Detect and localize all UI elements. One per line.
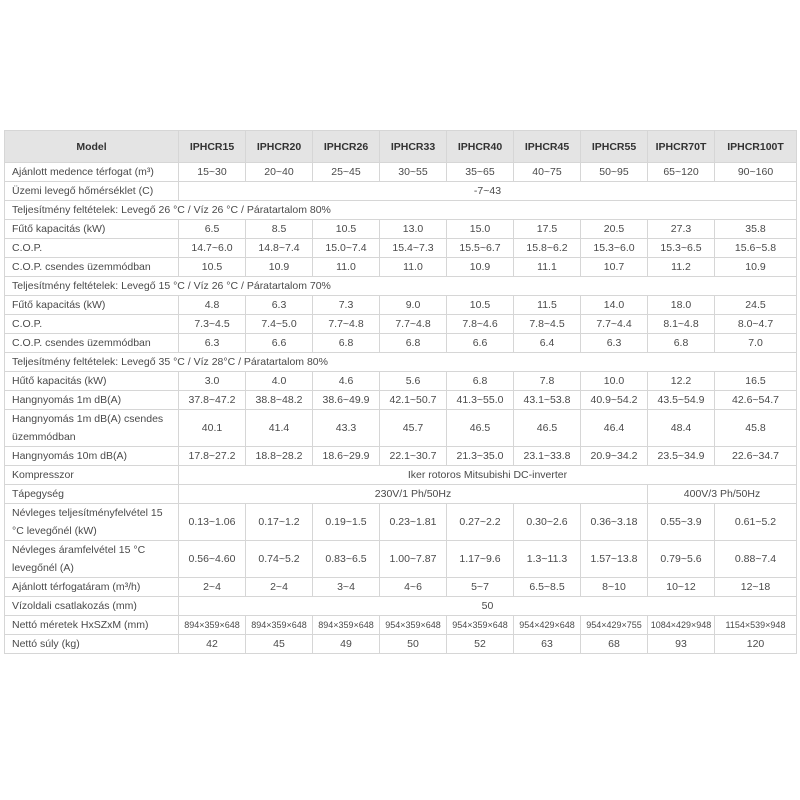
spec-value: 12.2 [648,372,715,391]
spec-value: 10.9 [246,258,313,277]
spec-value: 10.7 [581,258,648,277]
spec-value: 16.5 [715,372,797,391]
spec-value: 8.1~4.8 [648,315,715,334]
spec-value: 15~30 [179,163,246,182]
section-row [5,277,797,296]
spec-value: 9.0 [380,296,447,315]
model-column-header: IPHCR70T [648,131,715,163]
spec-value: 23.5~34.9 [648,447,715,466]
spec-value: 15.3~6.0 [581,239,648,258]
spec-value: 18.0 [648,296,715,315]
spec-value: 0.56~4.60 [179,541,246,578]
spec-value: 40.9~54.2 [581,391,648,410]
spec-value: 15.5~6.7 [447,239,514,258]
spec-value: 22.1~30.7 [380,447,447,466]
spec-value: 0.88~7.4 [715,541,797,578]
spec-value: 40~75 [514,163,581,182]
spec-value: 18.6~29.9 [313,447,380,466]
spec-value: 10.0 [581,372,648,391]
spec-value: 24.5 [715,296,797,315]
spec-value: 0.27~2.2 [447,504,514,541]
spec-value: 1.00~7.87 [380,541,447,578]
spec-value: 5.6 [380,372,447,391]
spec-value: 14.7~6.0 [179,239,246,258]
spec-value: 0.74~5.2 [246,541,313,578]
spec-value: 50~95 [581,163,648,182]
spec-value: 46.5 [447,410,514,447]
spec-value: 10.5 [179,258,246,277]
spec-value: 0.30~2.6 [514,504,581,541]
spec-value: 6.8 [380,334,447,353]
spec-value: 10~12 [648,578,715,597]
spec-value: 23.1~33.8 [514,447,581,466]
spec-value: 15.0 [447,220,514,239]
spec-row [5,597,797,616]
spec-value: 954×429×755 [581,616,648,635]
spec-value: 0.79~5.6 [648,541,715,578]
spec-value: 42.1~50.7 [380,391,447,410]
spec-value: 8.0~4.7 [715,315,797,334]
spec-value: 954×359×648 [380,616,447,635]
spec-value: 43.5~54.9 [648,391,715,410]
spec-row [5,296,797,315]
spec-label: Üzemi levegő hőmérséklet (C) [5,182,179,201]
spec-row [5,410,797,447]
spec-value: 15.0~7.4 [313,239,380,258]
spec-value: 6.6 [246,334,313,353]
spec-value: 15.4~7.3 [380,239,447,258]
model-column-header: IPHCR55 [581,131,648,163]
spec-value: 52 [447,635,514,654]
spec-value: 1084×429×948 [648,616,715,635]
spec-value: 1154×539×948 [715,616,797,635]
spec-value: 38.6~49.9 [313,391,380,410]
spec-value: 93 [648,635,715,654]
spec-value: 11.0 [380,258,447,277]
spec-value: 8~10 [581,578,648,597]
spec-row [5,578,797,597]
spec-value: 10.9 [447,258,514,277]
spec-value: 45 [246,635,313,654]
spec-value: 37.8~47.2 [179,391,246,410]
spec-label: C.O.P. [5,315,179,334]
spec-value: 13.0 [380,220,447,239]
spec-label: Hangnyomás 1m dB(A) csendes üzemmódban [5,410,179,447]
spec-label: Vízoldali csatlakozás (mm) [5,597,179,616]
spec-value: 7.3 [313,296,380,315]
model-column-header: IPHCR45 [514,131,581,163]
spec-value: 11.2 [648,258,715,277]
spec-row [5,182,797,201]
spec-value: 8.5 [246,220,313,239]
spec-row [5,239,797,258]
spec-label: Névleges áramfelvétel 15 °C levegőnél (A) [5,541,179,578]
spec-row [5,372,797,391]
spec-value: 41.4 [246,410,313,447]
model-column-header: IPHCR20 [246,131,313,163]
spec-row [5,220,797,239]
spec-value: 3.0 [179,372,246,391]
spec-value: 40.1 [179,410,246,447]
spec-value: 1.57~13.8 [581,541,648,578]
spec-label: Fűtő kapacitás (kW) [5,220,179,239]
spec-value: 1.3~11.3 [514,541,581,578]
spec-value: 68 [581,635,648,654]
spec-row [5,504,797,541]
spec-value: 22.6~34.7 [715,447,797,466]
spec-value: 20~40 [246,163,313,182]
spec-table-body [5,163,797,654]
spec-value: 3~4 [313,578,380,597]
spec-value: 6.3 [246,296,313,315]
spec-value: 4~6 [380,578,447,597]
spec-value: 10.5 [447,296,514,315]
spec-row [5,391,797,410]
spec-value-shared: Iker rotoros Mitsubishi DC-inverter [179,466,797,485]
spec-value: 0.83~6.5 [313,541,380,578]
spec-row [5,315,797,334]
spec-value-group: 230V/1 Ph/50Hz [179,485,648,504]
spec-value: 894×359×648 [179,616,246,635]
spec-row [5,485,797,504]
model-column-header: IPHCR26 [313,131,380,163]
spec-label: C.O.P. csendes üzemmódban [5,334,179,353]
spec-value: 7.4~5.0 [246,315,313,334]
spec-value-shared: 50 [179,597,797,616]
spec-value: 7.8~4.6 [447,315,514,334]
spec-value: 7.7~4.8 [313,315,380,334]
spec-row [5,541,797,578]
spec-value: 43.3 [313,410,380,447]
spec-value: 10.5 [313,220,380,239]
model-column-header: IPHCR100T [715,131,797,163]
spec-value: 7.7~4.4 [581,315,648,334]
section-label: Teljesítmény feltételek: Levegő 26 °C / Víz 26 °C / Páratartalom 80% [5,201,797,220]
spec-value: 11.5 [514,296,581,315]
model-column-header: IPHCR15 [179,131,246,163]
spec-value: 0.23~1.81 [380,504,447,541]
spec-value: 14.8~7.4 [246,239,313,258]
spec-value: 0.13~1.06 [179,504,246,541]
spec-value: 0.55~3.9 [648,504,715,541]
spec-value: 49 [313,635,380,654]
spec-value: 15.3~6.5 [648,239,715,258]
spec-value: 7.8~4.5 [514,315,581,334]
spec-row [5,466,797,485]
spec-value: 5~7 [447,578,514,597]
spec-label: Kompresszor [5,466,179,485]
spec-value: 4.0 [246,372,313,391]
spec-value: 11.0 [313,258,380,277]
spec-value: 17.8~27.2 [179,447,246,466]
spec-value: 42 [179,635,246,654]
spec-value: 14.0 [581,296,648,315]
spec-value-group: 400V/3 Ph/50Hz [648,485,797,504]
spec-value: 63 [514,635,581,654]
spec-value: 894×359×648 [313,616,380,635]
spec-label: Ajánlott térfogatáram (m³/h) [5,578,179,597]
spec-value: 65~120 [648,163,715,182]
spec-value: 43.1~53.8 [514,391,581,410]
spec-value: 41.3~55.0 [447,391,514,410]
spec-value: 6.5~8.5 [514,578,581,597]
spec-value: 2~4 [246,578,313,597]
spec-value: 11.1 [514,258,581,277]
spec-label: C.O.P. [5,239,179,258]
spec-label: Fűtő kapacitás (kW) [5,296,179,315]
spec-label: Nettó méretek HxSZxM (mm) [5,616,179,635]
spec-value: 1.17~9.6 [447,541,514,578]
section-row [5,201,797,220]
section-row [5,353,797,372]
model-column-header: IPHCR33 [380,131,447,163]
spec-value: 6.3 [581,334,648,353]
model-column-header: IPHCR40 [447,131,514,163]
spec-value: 27.3 [648,220,715,239]
spec-label: Hangnyomás 1m dB(A) [5,391,179,410]
spec-row [5,616,797,635]
spec-value: 2~4 [179,578,246,597]
spec-value: 90~160 [715,163,797,182]
spec-value: 15.8~6.2 [514,239,581,258]
spec-label: Ajánlott medence térfogat (m³) [5,163,179,182]
spec-value: 954×429×648 [514,616,581,635]
spec-value: 30~55 [380,163,447,182]
spec-row [5,635,797,654]
spec-value: 6.8 [648,334,715,353]
spec-label: Tápegység [5,485,179,504]
spec-value: 38.8~48.2 [246,391,313,410]
spec-value: 21.3~35.0 [447,447,514,466]
spec-label: Hangnyomás 10m dB(A) [5,447,179,466]
header-row [5,131,797,163]
spec-value: 7.0 [715,334,797,353]
spec-value: 0.36~3.18 [581,504,648,541]
spec-value: 25~45 [313,163,380,182]
spec-value: 46.4 [581,410,648,447]
spec-value: 45.8 [715,410,797,447]
spec-label: Névleges teljesítményfelvétel 15 °C levegőnél (kW) [5,504,179,541]
spec-value: 0.17~1.2 [246,504,313,541]
spec-value: 46.5 [514,410,581,447]
spec-value: 4.8 [179,296,246,315]
spec-value: 20.5 [581,220,648,239]
spec-row [5,163,797,182]
spec-value: 35.8 [715,220,797,239]
model-header: Model [5,131,179,163]
spec-value: 17.5 [514,220,581,239]
spec-value: 4.6 [313,372,380,391]
spec-value: 6.3 [179,334,246,353]
spec-label: C.O.P. csendes üzemmódban [5,258,179,277]
spec-value: 45.7 [380,410,447,447]
spec-label: Hűtő kapacitás (kW) [5,372,179,391]
spec-value: 6.8 [313,334,380,353]
section-label: Teljesítmény feltételek: Levegő 35 °C / Víz 28°C / Páratartalom 80% [5,353,797,372]
spec-value: 7.8 [514,372,581,391]
spec-value-shared: -7~43 [179,182,797,201]
spec-value: 7.7~4.8 [380,315,447,334]
spec-value: 6.5 [179,220,246,239]
spec-value: 20.9~34.2 [581,447,648,466]
spec-value: 0.61~5.2 [715,504,797,541]
spec-value: 7.3~4.5 [179,315,246,334]
spec-value: 954×359×648 [447,616,514,635]
spec-value: 48.4 [648,410,715,447]
spec-row [5,258,797,277]
spec-value: 50 [380,635,447,654]
spec-value: 894×359×648 [246,616,313,635]
spec-row [5,447,797,466]
spec-value: 6.6 [447,334,514,353]
section-label: Teljesítmény feltételek: Levegő 15 °C / Víz 26 °C / Páratartalom 70% [5,277,797,296]
spec-table [4,130,797,654]
spec-value: 42.6~54.7 [715,391,797,410]
spec-value: 10.9 [715,258,797,277]
spec-label: Nettó súly (kg) [5,635,179,654]
spec-value: 18.8~28.2 [246,447,313,466]
spec-value: 12~18 [715,578,797,597]
spec-row [5,334,797,353]
spec-value: 0.19~1.5 [313,504,380,541]
spec-value: 120 [715,635,797,654]
spec-value: 6.8 [447,372,514,391]
spec-value: 35~65 [447,163,514,182]
spec-value: 15.6~5.8 [715,239,797,258]
spec-value: 6.4 [514,334,581,353]
